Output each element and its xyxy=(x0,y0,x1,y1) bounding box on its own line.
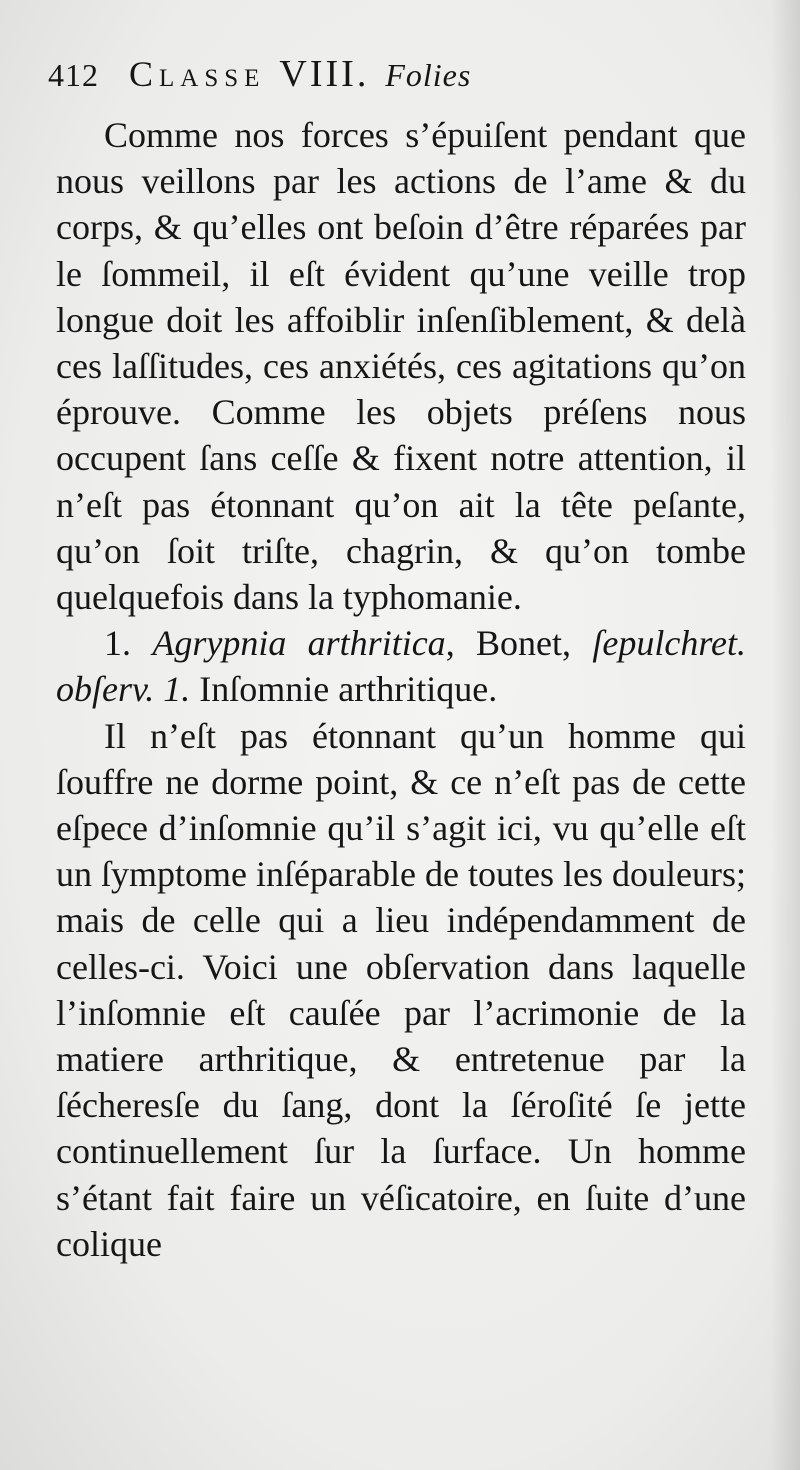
species-source: ſepulchret. obſerv. 1. xyxy=(56,623,746,710)
page-edge-shadow xyxy=(770,0,800,1470)
running-header xyxy=(48,52,748,96)
species-reference xyxy=(56,620,746,712)
class-label: Classe xyxy=(129,54,266,94)
species-author: , Bonet, xyxy=(445,623,593,664)
species-french-name: Inſomnie arthritique. xyxy=(190,669,498,710)
paragraph-1: Comme nos forces s’épuiſent pendant que nous veillons par les actions de l’ame & du corps, & qu’elles ont beſoin d’être réparées par le ſommeil, il eſt évident qu’une veille trop longue doit les affoiblir inſenſiblement, & delà ces laſſitudes, ces anxiétés, ces agitations qu’on éprouve. Comme les objets préſens nous occupent ſans ceſſe & fixent notre attention, il n’eſt pas étonnant qu’on ait la tête peſante, qu’on ſoit triſte, chagrin, & qu’on tombe quelquefois dans la typhomanie. xyxy=(56,115,746,618)
species-number: 1. xyxy=(104,623,131,664)
paragraph-2: Il n’eſt pas étonnant qu’un homme qui ſouffre ne dorme point, & ce n’eſt pas de cette eſpece d’inſomnie qu’il s’agit ici, vu qu’elle eſt un ſymptome inſéparable de toutes les douleurs; mais de celle qui a lieu indépendamment de celles-ci. Voici une obſervation dans laquelle l’inſomnie eſt cauſée par l’acrimonie de la matiere arthritique, & entretenue par la ſécheresſe du ſang, dont la ſéroſité ſe jette continuellement ſur la ſurface. Un homme s’étant fait faire un véſicatoire, en ſuite d’une colique xyxy=(56,715,746,1264)
species-name: Agrypnia arthritica xyxy=(152,623,446,664)
body-text xyxy=(56,112,746,1267)
running-title: Folies xyxy=(385,57,472,93)
page-number: 412 xyxy=(48,57,99,93)
class-number: VIII. xyxy=(279,53,370,95)
